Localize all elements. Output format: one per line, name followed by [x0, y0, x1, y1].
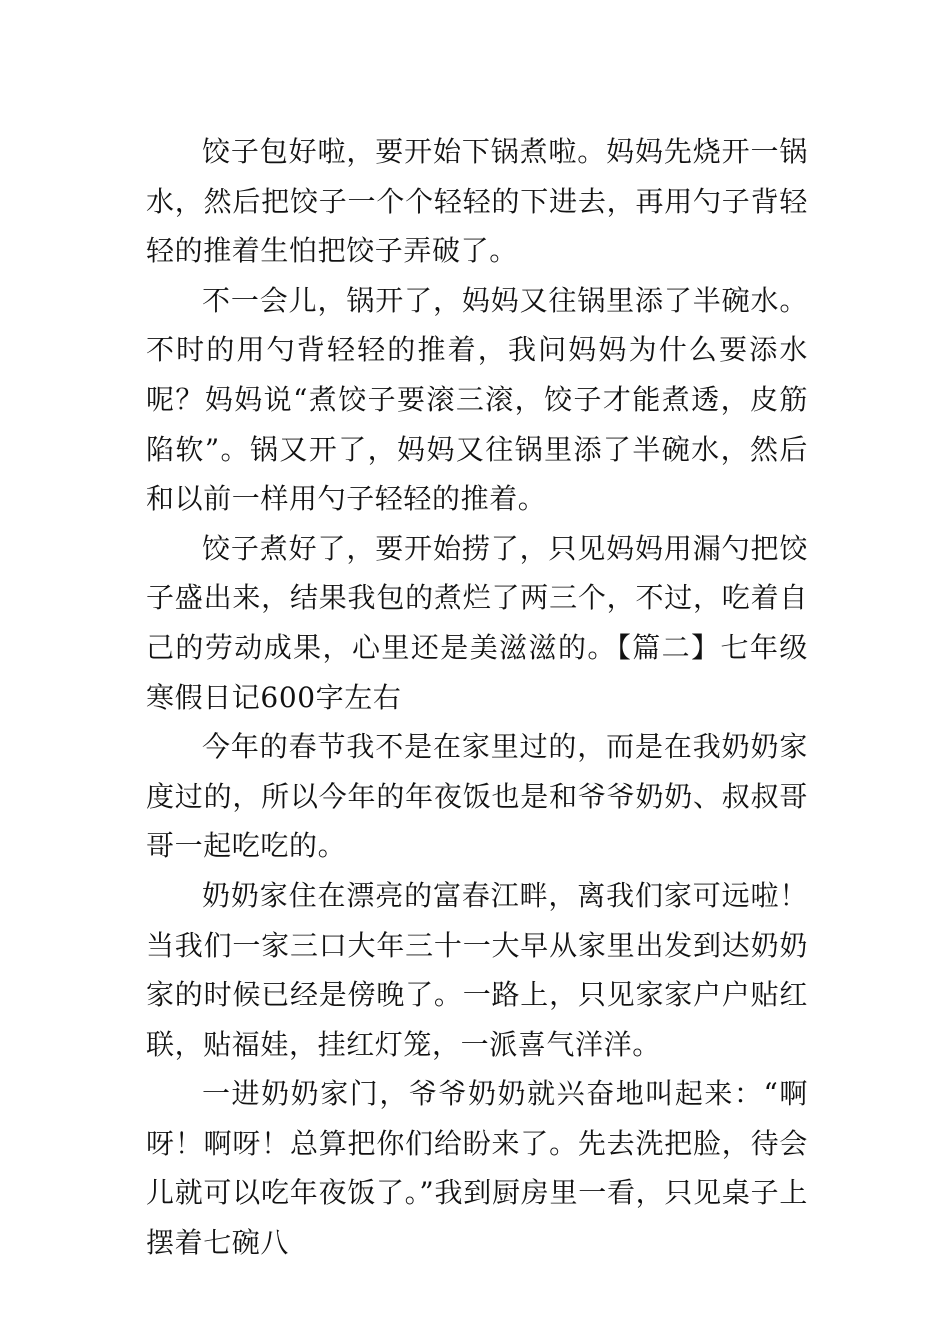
paragraph: 奶奶家住在漂亮的富春江畔，离我们家可远啦！当我们一家三口大年三十一大早从家里出发到达奶奶家的时候已经是傍晚了。一路上，只见家家户户贴红联，贴福娃，挂红灯笼，一派喜气洋洋。 — [146, 878, 808, 1061]
document-page — [146, 127, 808, 1268]
paragraph: 饺子包好啦，要开始下锅煮啦。妈妈先烧开一锅水，然后把饺子一个个轻轻的下进去，再用勺子背轻轻的推着生怕把饺子弄破了。 — [146, 135, 808, 268]
paragraph: 不一会儿，锅开了，妈妈又往锅里添了半碗水。不时的用勺背轻轻的推着，我问妈妈为什么要添水呢？妈妈说“煮饺子要滚三滚，饺子才能煮透，皮筋陷软”。锅又开了，妈妈又往锅里添了半碗水，然后和以前一样用勺子轻轻的推着。 — [146, 283, 808, 516]
paragraph: 饺子煮好了，要开始捞了，只见妈妈用漏勺把饺子盛出来，结果我包的煮烂了两三个，不过，吃着自己的劳动成果，心里还是美滋滋的。【篇二】七年级寒假日记600字左右 — [146, 531, 808, 714]
paragraph: 今年的春节我不是在家里过的，而是在我奶奶家度过的，所以今年的年夜饭也是和爷爷奶奶、叔叔哥哥一起吃吃的。 — [146, 730, 808, 863]
paragraph: 一进奶奶家门，爷爷奶奶就兴奋地叫起来：“啊呀！啊呀！总算把你们给盼来了。先去洗把脸，待会儿就可以吃年夜饭了。”我到厨房里一看，只见桌子上摆着七碗八 — [146, 1077, 808, 1260]
